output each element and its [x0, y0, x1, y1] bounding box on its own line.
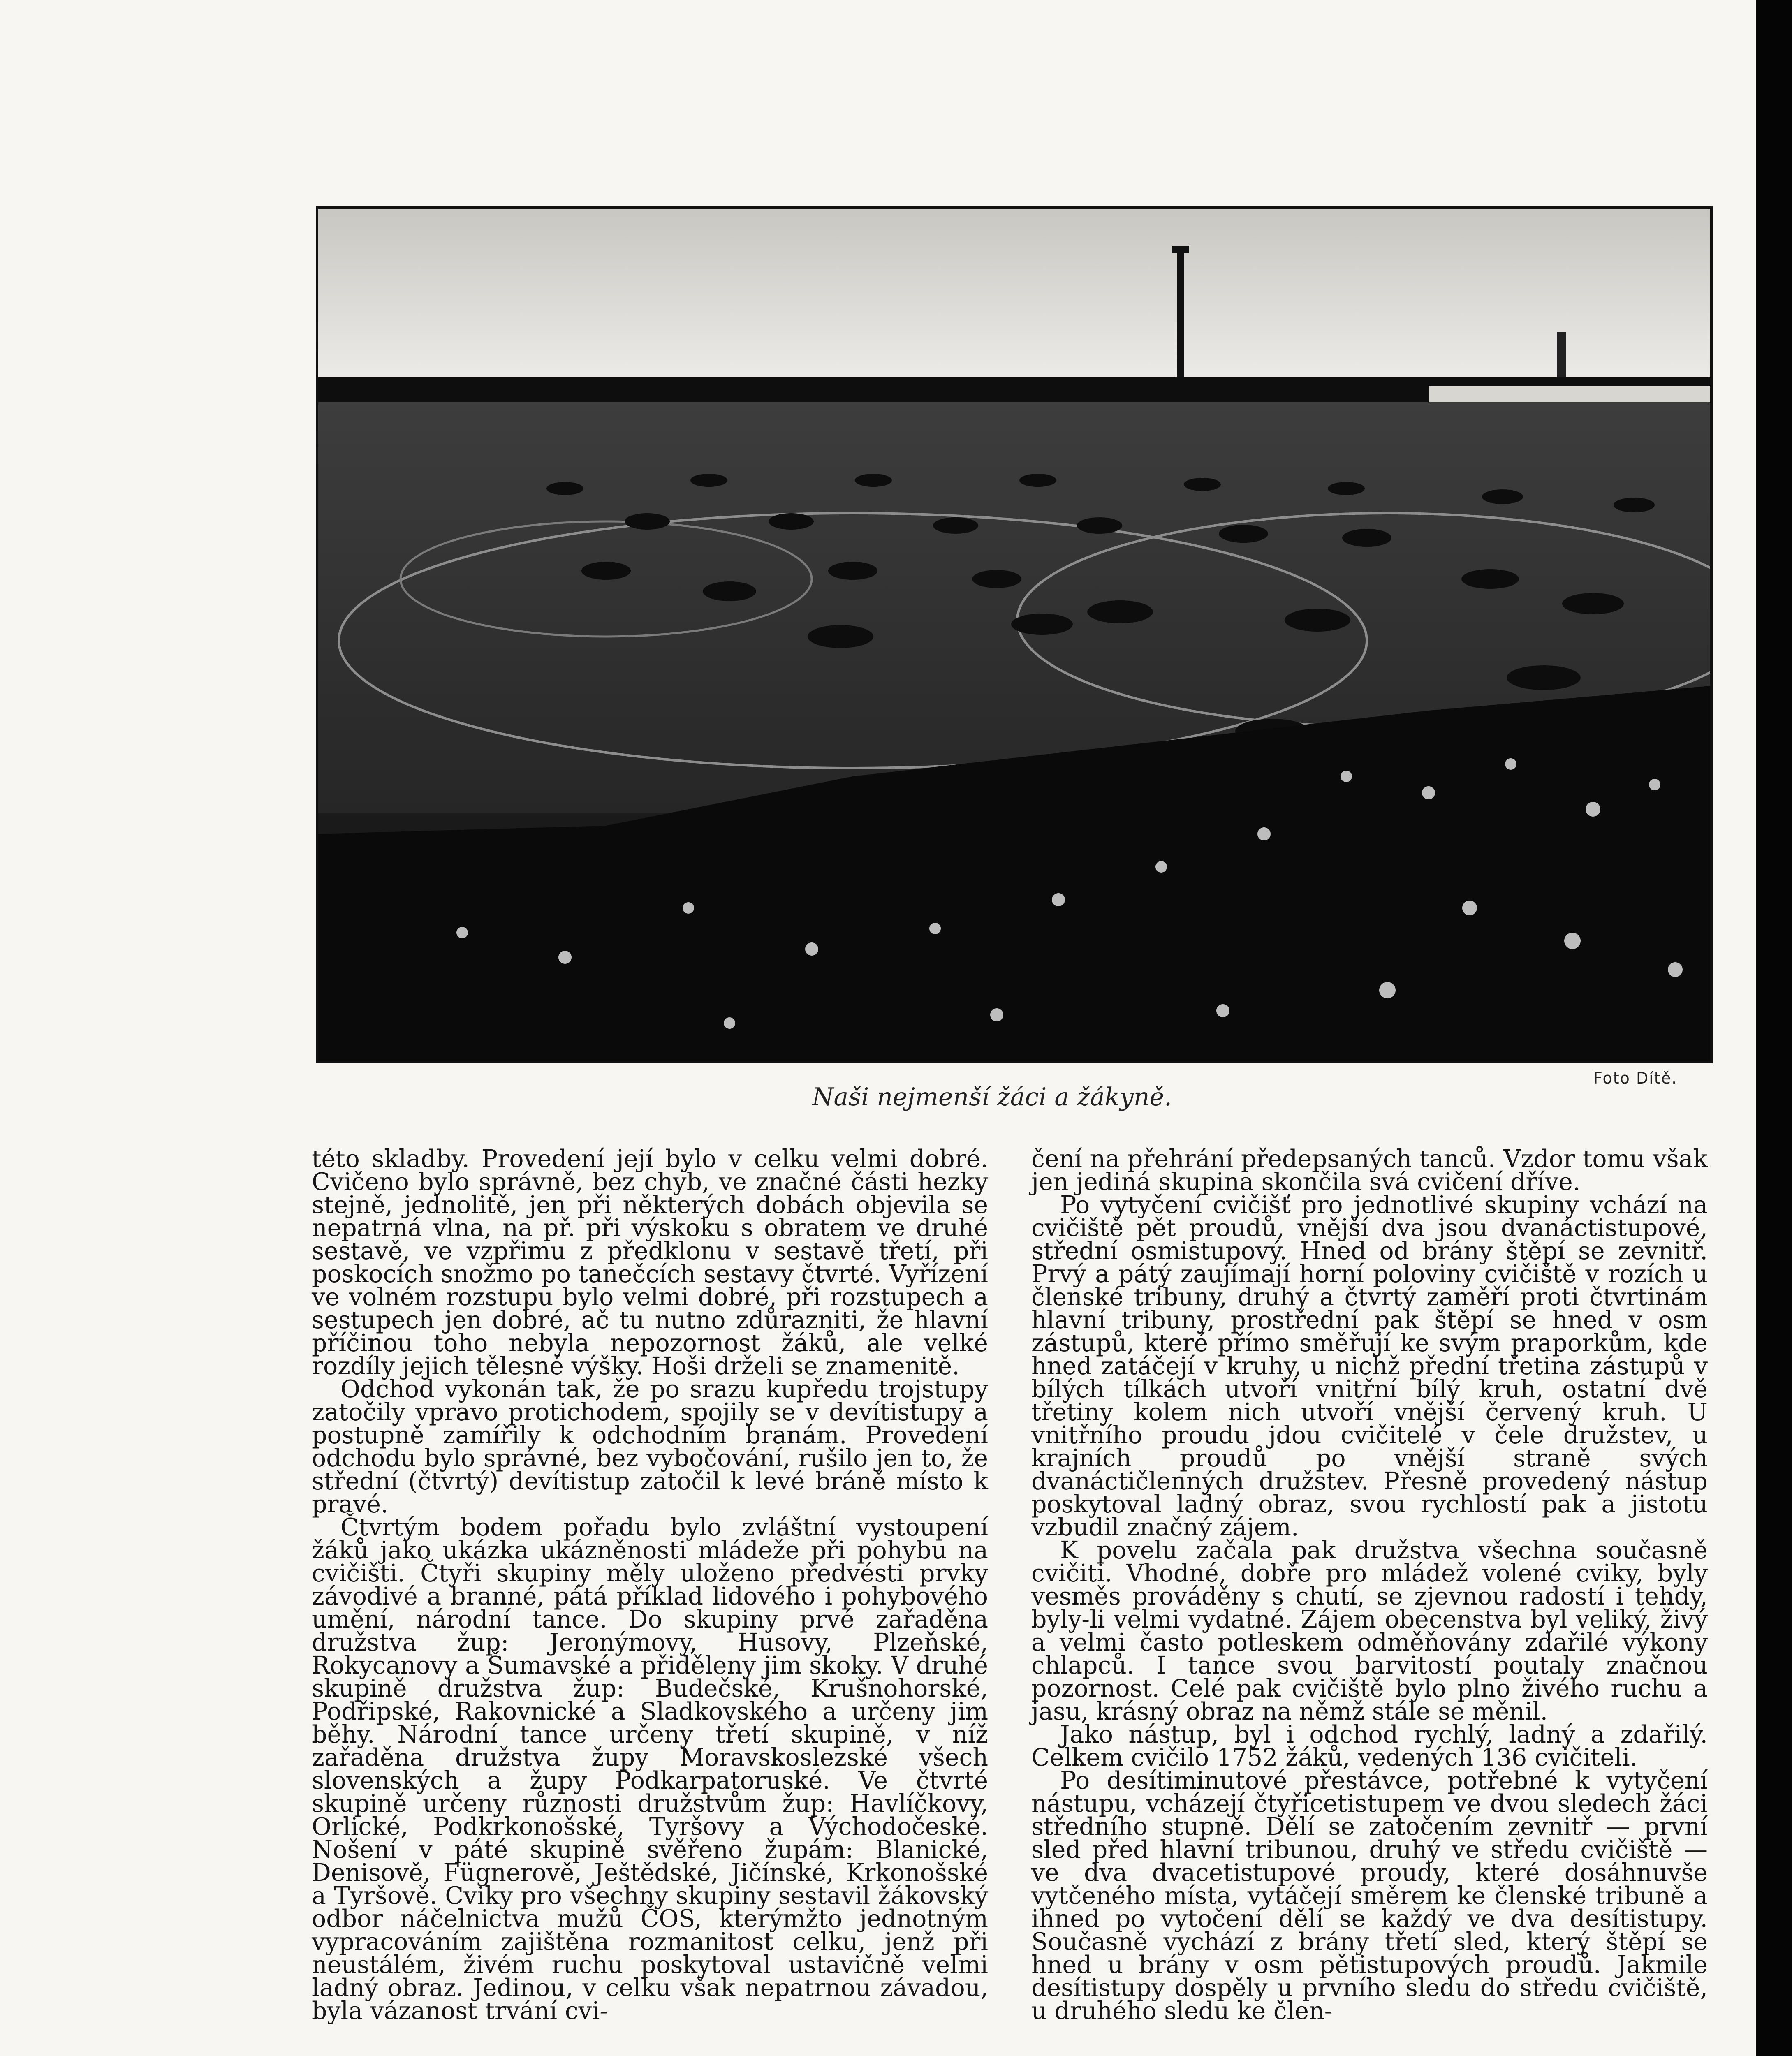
scan-border	[1756, 0, 1792, 2056]
paragraph: čení na přehrání předepsaných tanců. Vzdor tomu však jen jediná skupina skončila svá cvičení dříve.	[1031, 1145, 1708, 1196]
left-column	[312, 1145, 988, 2025]
right-column	[1031, 1145, 1708, 2025]
paragraph: Jako nástup, byl i odchod rychlý, ladný a zdařilý. Celkem cvičilo 1752 žáků, vedených 136 cvičiteli.	[1031, 1720, 1708, 1771]
paragraph: Po desítiminutové přestávce, potřebné k vytyčení nástupu, vcházejí čtyřicetistupem ve dvou sledech žáci středního stupně. Dělí se zatočením zevnitř — první sled před hlavní tribunou, druhý ve středu cvičiště — ve dva dvacetistupové proudy, které dosáhnuvše vytčeného místa, vytáčejí směrem ke členské tribuně a ihned po vytočení dělí se každý ve dva desítistupy. Současně vychází z brány třetí sled, který štěpí se hned u brány v osm pětistupových proudů. Jakmile desítistupy dospěly u prvního sledu do středu cvičiště, u druhého sledu ke člen-	[1031, 1767, 1708, 2025]
paragraph: této skladby. Provedení její bylo v celku velmi dobré. Cvičeno bylo správně, bez chyb, ve značné části hezky stejně, jednolitě, jen při některých dobách objevila se nepatrná vlna, na př. při výskoku s obratem ve druhé sestavě, ve vzpřimu z předklonu v sestavě třetí, při poskocích snožmo po tanečcích sestavy čtvrté. Vyřízení ve volném rozstupu bylo velmi dobré, při rozstupech a sestupech jen dobré, ač tu nutno zdůrazniti, že hlavní příčinou toho nebyla nepozornost žáků, ale velké rozdíly jejich tělesné výšky. Hoši drželi se znamenitě.	[312, 1145, 988, 1380]
paragraph: Po vytyčení cvičišť pro jednotlivé skupiny vchází na cvičiště pět proudů, vnější dva jsou dvanáctistupové, střední osmistupový. Hned od brány štěpí se zevnitř. Prvý a pátý zaujímají horní poloviny cvičiště v rozích u členské tribuny, druhý a čtvrtý zaměří proti čtvrtinám hlavní tribuny, prostřední pak štěpí se hned v osm zástupů, které přímo směřují ke svým praporkům, kde hned zatáčejí v kruhy, u nichž přední třetina zástupů v bílých tílkách utvoří vnitřní bílý kruh, ostatní dvě třetiny kolem nich utvoří vnější červený kruh. U vnitřního proudu jdou cvičitelé v čele družstev, u krajních proudů po vnější straně svých dvanáctičlenných družstev. Přesně provedený nástup poskytoval ladný obraz, svou rychlostí pak a jistotu vzbudil značný zájem.	[1031, 1191, 1708, 1541]
paragraph: Odchod vykonán tak, že po srazu kupředu trojstupy zatočily vpravo protichodem, spojily se v devítistupy a postupně zamířily k odchodním branám. Provedení odchodu bylo správné, bez vybočování, rušilo jen to, že střední (čtvrtý) devítistup zatočil k levé bráně místo k pravé.	[312, 1375, 988, 1518]
paragraph: Čtvrtým bodem pořadu bylo zvláštní vystoupení žáků jako ukázka ukázněnosti mládeže při pohybu na cvičišti. Čtyři skupiny měly uloženo předvésti prvky závodivé a branné, pátá příklad lidového i pohybového umění, národní tance. Do skupiny prvé zařaděna družstva žup: Jeronýmovy, Husovy, Plzeňské, Rokycanovy a Šumavské a přiděleny jim skoky. V druhé skupině družstva žup: Budečské, Krušnohorské, Podřipské, Rakovnické a Sladkovského a určeny jim běhy. Národní tance určeny třetí skupině, v níž zařaděna družstva župy Moravskoslezské všech slovenských a župy Podkarpatoruské. Ve čtvrté skupině určeny různosti družstvům žup: Havlíčkovy, Orlické, Podkrkonošské, Tyršovy a Východočeské. Nošení v páté skupině svěřeno župám: Blanické, Denisově, Fügnerově, Ještědské, Jičínské, Krkonošské a Tyršově. Cviky pro všechny skupiny sestavil žákovský odbor náčelnictva mužů ČOS, kterýmžto jednotným vypracováním zajištěna rozmanitost celku, jenž při neustálém, živém ruchu poskytoval ustavičně velmi ladný obraz. Jedinou, v celku však nepatrnou závadou, byla vázanost trvání cvi-	[312, 1513, 988, 2025]
photo-caption: Naši nejmenší žáci a žákyně.	[812, 1083, 1172, 1111]
paragraph: K povelu začala pak družstva všechna současně cvičiti. Vhodné, dobře pro mládež volené cviky, byly vesměs prováděny s chutí, se zjevnou radostí i tehdy, byly-li velmi vydatné. Zájem obecenstva byl veliký, živý a velmi často potleskem odměňovány zdařilé výkony chlapců. I tance svou barvitostí poutaly značnou pozornost. Celé pak cvičiště bylo plno živého ruchu a jasu, krásný obraz na němž stále se měnil.	[1031, 1536, 1708, 1725]
stadium-photo	[316, 206, 1713, 1063]
photo-credit: Foto Dítě.	[1593, 1069, 1678, 1087]
stadium-photo-image	[318, 209, 1710, 1061]
